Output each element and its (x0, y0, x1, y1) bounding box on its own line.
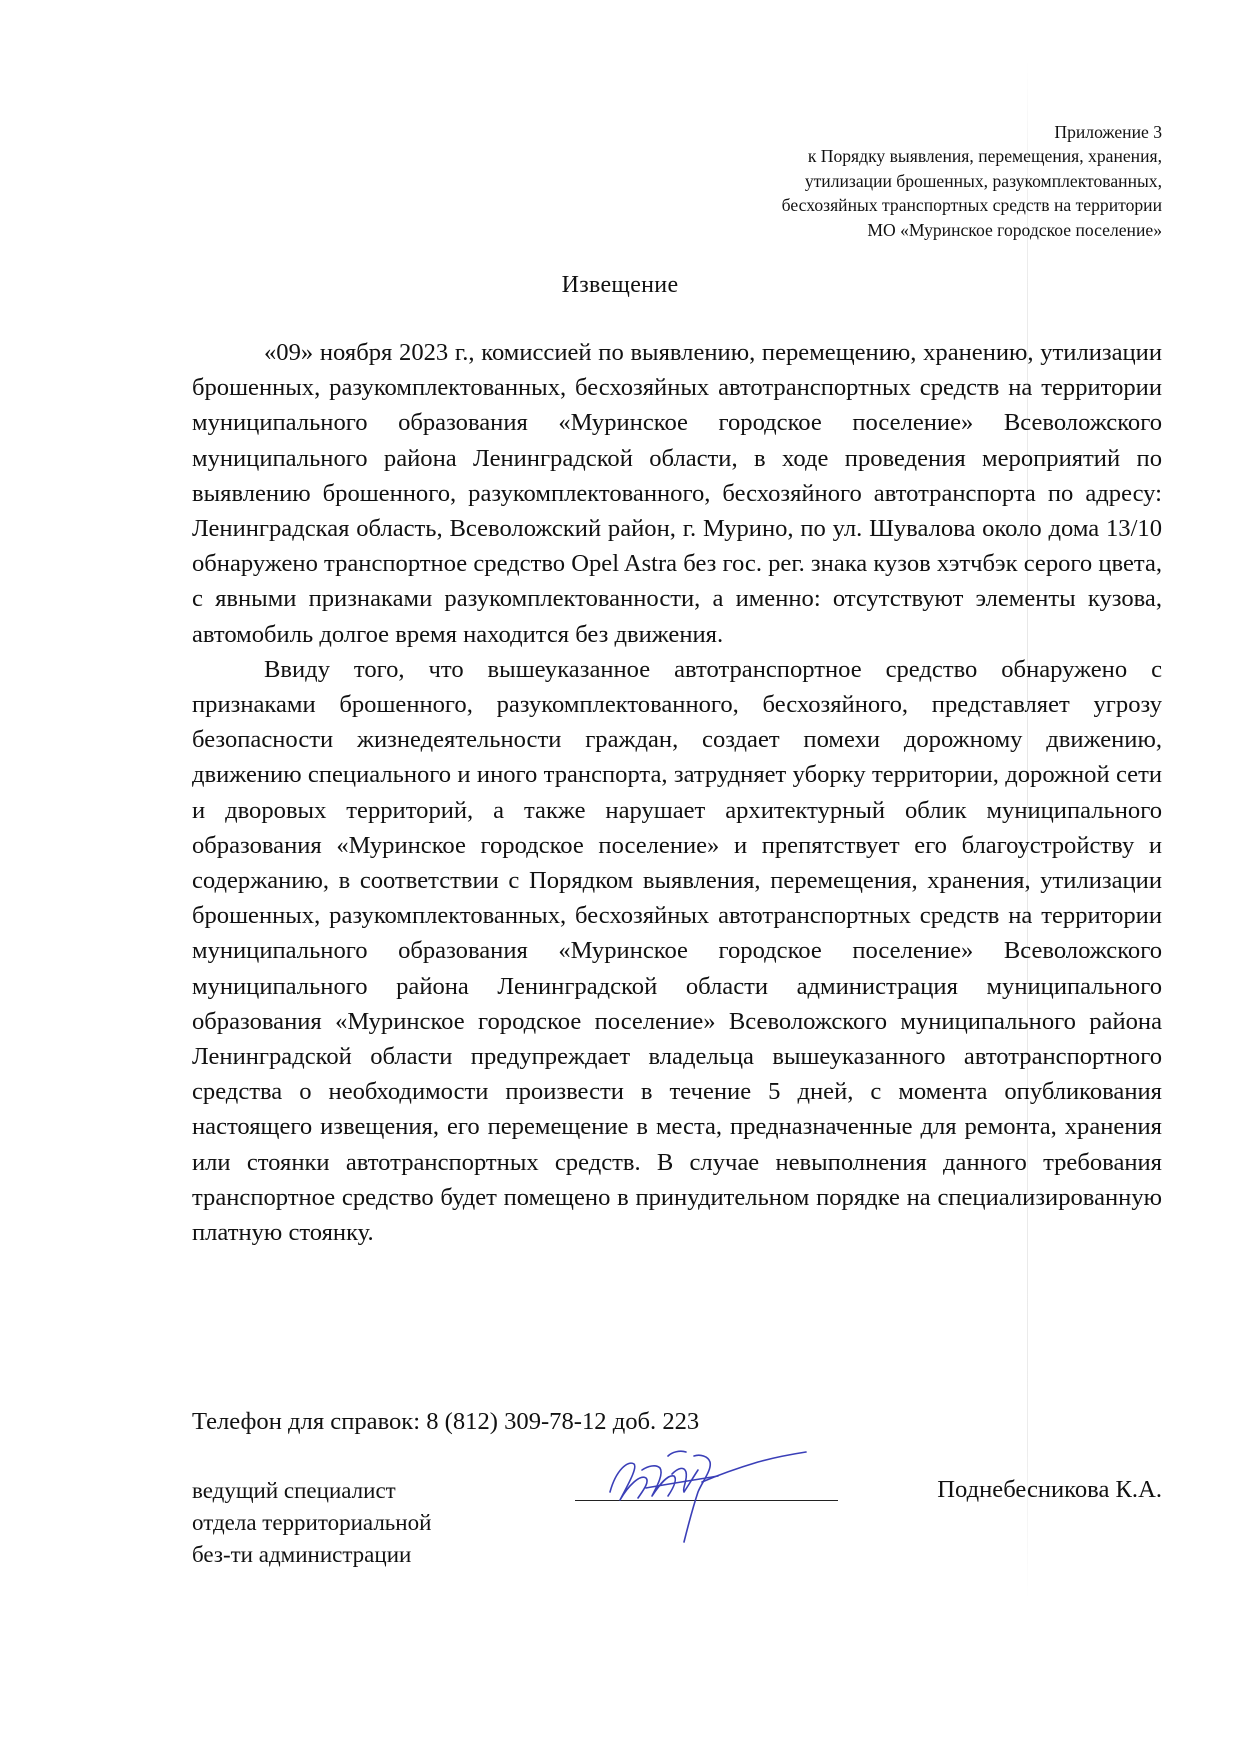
document-title: Извещение (561, 272, 679, 298)
signer-name: Поднебесникова К.А. (937, 1476, 1162, 1503)
document-body (192, 335, 1162, 1250)
position-line: без-ти администрации (192, 1542, 412, 1567)
appendix-line: Приложение 3 (1054, 122, 1162, 142)
handwritten-signature (598, 1430, 808, 1550)
appendix-line: к Порядку выявления, перемещения, хранения, (807, 146, 1162, 167)
body-paragraph: «09» ноября 2023 г., комиссией по выявлению, перемещению, хранению, утилизации брошенных, разукомплектованных, бесхозяйных автотранспортных средств на территории муниципального образования «Муринское городское поселение» Всеволожского муниципального района Ленинградской области, в ходе проведения мероприятий по выявлению брошенного, разукомплектованного, бесхозяйного автотранспорта по адресу: Ленинградская область, Всеволожский район, г. Мурино, по ул. Шувалова около дома 13/10 обнаружено транспортное средство Opel Astra без гос. рег. знака кузов хэтчбэк серого цвета, с явными признаками разукомплектованности, а именно: отсутствуют элементы кузова, автомобиль долгое время находится без движения. (192, 339, 1163, 648)
position-line: отдела территориальной (192, 1510, 432, 1535)
appendix-header (602, 120, 1162, 242)
signer-position (192, 1475, 431, 1571)
body-paragraph: Ввиду того, что вышеуказанное автотранспортное средство обнаружено с признаками брошенного, разукомплектованного, бесхозяйного, представляет угрозу безопасности жизнедеятельности граждан, создает помехи дорожному движению, движению специального и иного транспорта, затрудняет уборку территории, дорожной сети и дворовых территорий, а также нарушает архитектурный облик муниципального образования «Муринское городское поселение» и препятствует его благоустройству и содержанию, в соответствии с Порядком выявления, перемещения, хранения, утилизации брошенных, разукомплектованных, бесхозяйных автотранспортных средств на территории муниципального образования «Муринское городское поселение» Всеволожского муниципального района Ленинградской области администрация муниципального образования «Муринское городское поселение» Всеволожского муниципального района Ленинградской области предупреждает владельца вышеуказанного автотранспортного средства о необходимости произвести в течение 5 дней, с момента опубликования настоящего извещения, его перемещение в места, предназначенные для ремонта, хранения или стоянки автотранспортных средств. В случае невыполнения данного требования транспортное средство будет помещено в принудительном порядке на специализированную платную стоянку. (192, 655, 1162, 1247)
appendix-line: утилизации брошенных, разукомплектованных, (804, 170, 1162, 191)
position-line: ведущий специалист (192, 1478, 396, 1503)
appendix-line: МО «Муринское городское поселение» (867, 219, 1162, 240)
appendix-line: бесхозяйных транспортных средств на территории (781, 195, 1162, 216)
contact-phone: Телефон для справок: 8 (812) 309-78-12 доб. 223 (192, 1408, 700, 1435)
